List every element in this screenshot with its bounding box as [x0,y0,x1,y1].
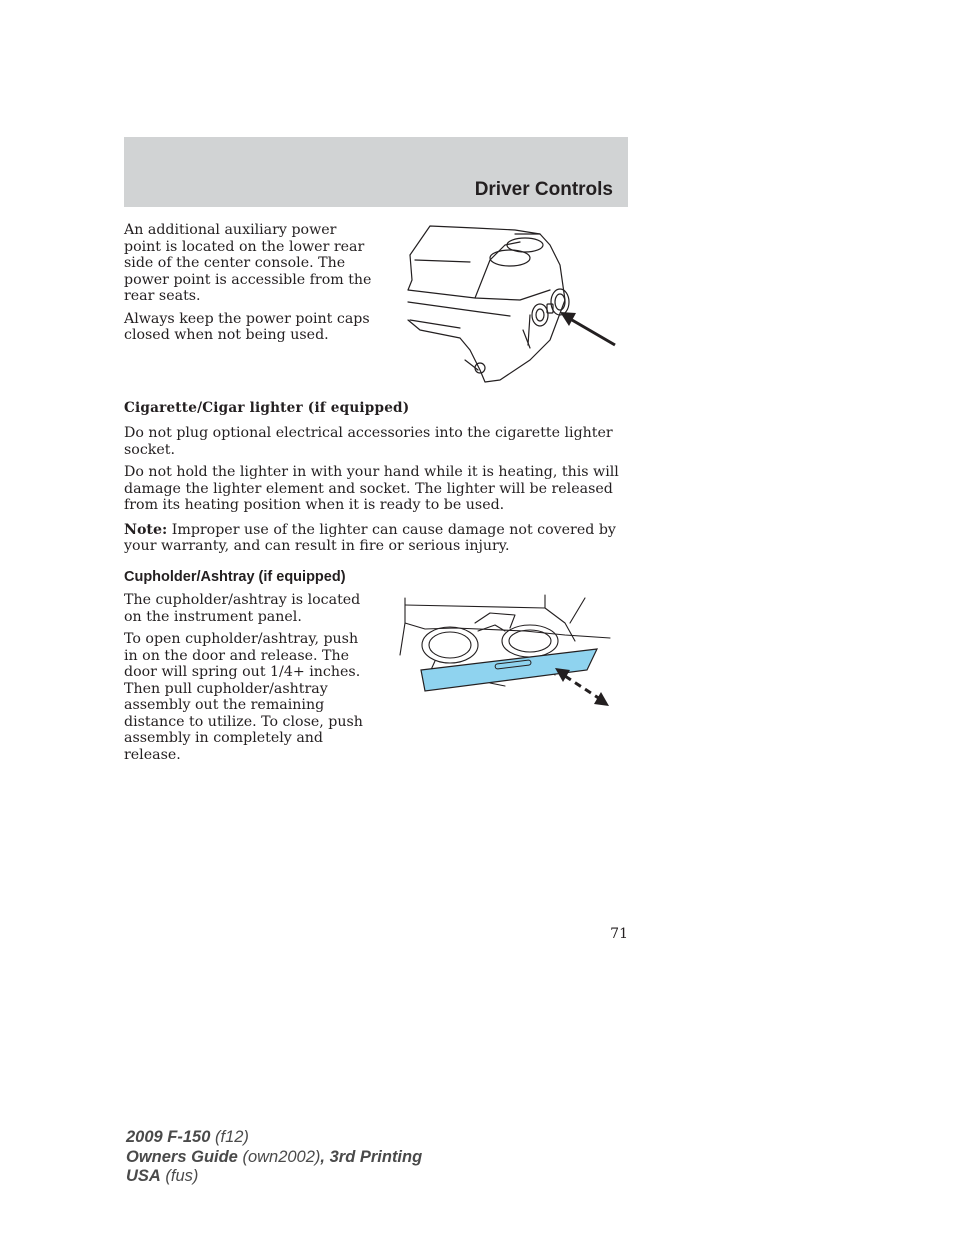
page-number: 71 [610,926,628,942]
note-label: Note: [124,521,168,538]
footer-model-code: (f12) [210,1128,249,1146]
note-text: Improper use of the lighter can cause damage not covered by your warranty, and can result in fire or serious injury. [124,521,616,554]
paragraph: An additional auxiliary power point is located on the lower rear side of the center console. The power point is accessible from the rear seats. [124,222,372,304]
cupholder-door [421,649,597,691]
footer-line [126,1167,422,1187]
power-point-text [124,222,376,350]
footer [126,1128,422,1187]
cupholder-ashtray-illustration [395,593,615,713]
arrow-icon [572,320,615,345]
cupholder-heading: Cupholder/Ashtray (if equipped) [124,569,346,585]
paragraph: To open cupholder/ashtray, push in on the door and release. The door will spring out 1/4+ inches. Then pull cupholder/ashtray assembly out the remaining distance to utilize. To close, push assembly in completely and release. [124,631,363,763]
footer-line [126,1128,422,1148]
footer-line [126,1148,422,1168]
paragraph: Always keep the power point caps closed when not being used. [124,310,370,343]
header-band [124,137,628,207]
footer-market-code: (fus) [160,1167,199,1185]
console-power-point-illustration [400,220,620,385]
paragraph: Do not hold the lighter in with your hand while it is heating, this will damage the lighter element and socket. The lighter will be released from its heating position when it is ready to be used. [124,464,619,513]
footer-model: 2009 F-150 [126,1128,211,1146]
paragraph: Do not plug optional electrical accessories into the cigarette lighter socket. [124,425,613,458]
footer-guide: Owners Guide [126,1147,238,1166]
lighter-heading: Cigarette/Cigar lighter (if equipped) [124,400,410,416]
paragraph: The cupholder/ashtray is located on the instrument panel. [124,592,361,625]
note-paragraph [124,522,630,555]
cupholder-text [124,592,376,769]
dashed-arrow-icon [565,676,600,699]
footer-printing: , 3rd Printing [320,1147,423,1166]
page-title: Driver Controls [474,179,613,200]
footer-market: USA [126,1167,161,1185]
footer-guide-code: (own2002) [237,1147,321,1166]
lighter-text [124,425,630,561]
